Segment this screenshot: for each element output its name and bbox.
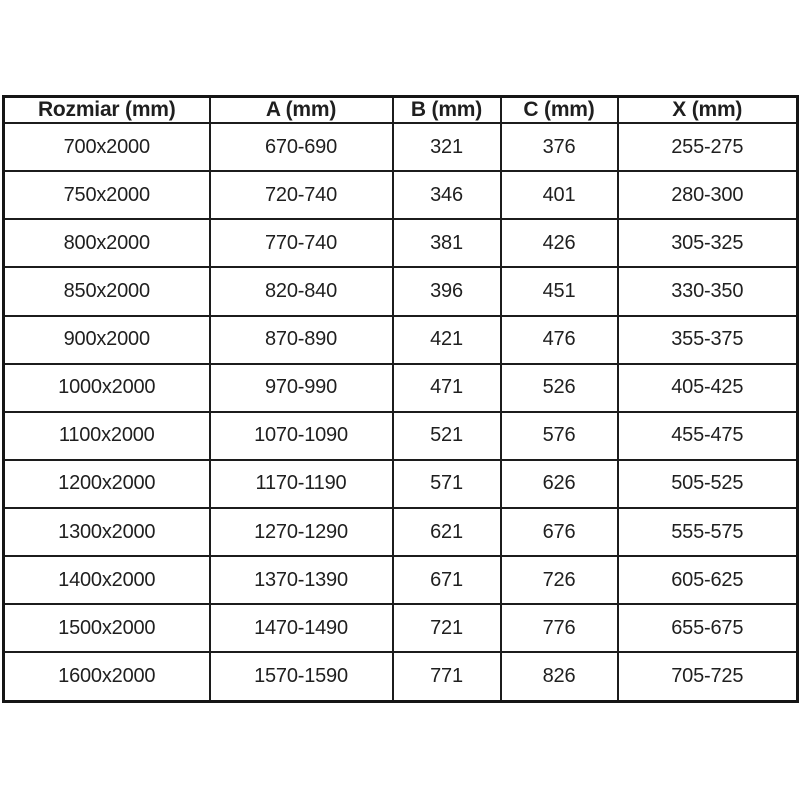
table-cell: 576 [501,412,618,460]
table-cell: 1070-1090 [210,412,393,460]
table-row [4,508,798,556]
table-cell: 626 [501,460,618,508]
table-cell: 1500x2000 [4,604,210,652]
table-cell: 676 [501,508,618,556]
table-cell: 820-840 [210,267,393,315]
table-cell: 455-475 [618,412,798,460]
table-cell: 396 [393,267,501,315]
header-cell: Rozmiar (mm) [4,97,210,124]
table-cell: 346 [393,171,501,219]
table-row [4,652,798,701]
table-row [4,412,798,460]
table-cell: 850x2000 [4,267,210,315]
table-cell: 505-525 [618,460,798,508]
table-cell: 970-990 [210,364,393,412]
table-cell: 705-725 [618,652,798,701]
table-cell: 770-740 [210,219,393,267]
table-cell: 1600x2000 [4,652,210,701]
table-cell: 1370-1390 [210,556,393,604]
table-row [4,219,798,267]
table-cell: 555-575 [618,508,798,556]
table-cell: 900x2000 [4,316,210,364]
table-cell: 521 [393,412,501,460]
table-row [4,171,798,219]
table-cell: 605-625 [618,556,798,604]
table-row [4,556,798,604]
header-cell: B (mm) [393,97,501,124]
table-cell: 800x2000 [4,219,210,267]
table-row [4,364,798,412]
table-cell: 471 [393,364,501,412]
table-body [4,123,798,702]
table-cell: 376 [501,123,618,171]
table-cell: 1000x2000 [4,364,210,412]
table-cell: 305-325 [618,219,798,267]
table-cell: 280-300 [618,171,798,219]
table-cell: 621 [393,508,501,556]
table-cell: 671 [393,556,501,604]
table-cell: 700x2000 [4,123,210,171]
table-cell: 476 [501,316,618,364]
table-cell: 1270-1290 [210,508,393,556]
table-cell: 355-375 [618,316,798,364]
table-row [4,604,798,652]
dimension-table-container [2,95,796,703]
table-cell: 330-350 [618,267,798,315]
table-cell: 381 [393,219,501,267]
table-cell: 526 [501,364,618,412]
table-cell: 255-275 [618,123,798,171]
table-cell: 726 [501,556,618,604]
table-cell: 405-425 [618,364,798,412]
table-cell: 321 [393,123,501,171]
header-row [4,97,798,124]
table-cell: 1200x2000 [4,460,210,508]
table-cell: 421 [393,316,501,364]
table-cell: 776 [501,604,618,652]
table-cell: 670-690 [210,123,393,171]
table-cell: 426 [501,219,618,267]
table-cell: 401 [501,171,618,219]
table-cell: 1100x2000 [4,412,210,460]
table-cell: 870-890 [210,316,393,364]
table-cell: 771 [393,652,501,701]
header-cell: C (mm) [501,97,618,124]
table-cell: 1170-1190 [210,460,393,508]
table-cell: 720-740 [210,171,393,219]
table-row [4,460,798,508]
dimension-table [2,95,799,703]
table-cell: 1470-1490 [210,604,393,652]
header-cell: A (mm) [210,97,393,124]
table-row [4,123,798,171]
table-cell: 1400x2000 [4,556,210,604]
table-cell: 451 [501,267,618,315]
table-row [4,267,798,315]
table-row [4,316,798,364]
table-cell: 571 [393,460,501,508]
table-cell: 826 [501,652,618,701]
table-cell: 1300x2000 [4,508,210,556]
table-cell: 721 [393,604,501,652]
table-cell: 750x2000 [4,171,210,219]
table-cell: 1570-1590 [210,652,393,701]
table-cell: 655-675 [618,604,798,652]
header-cell: X (mm) [618,97,798,124]
